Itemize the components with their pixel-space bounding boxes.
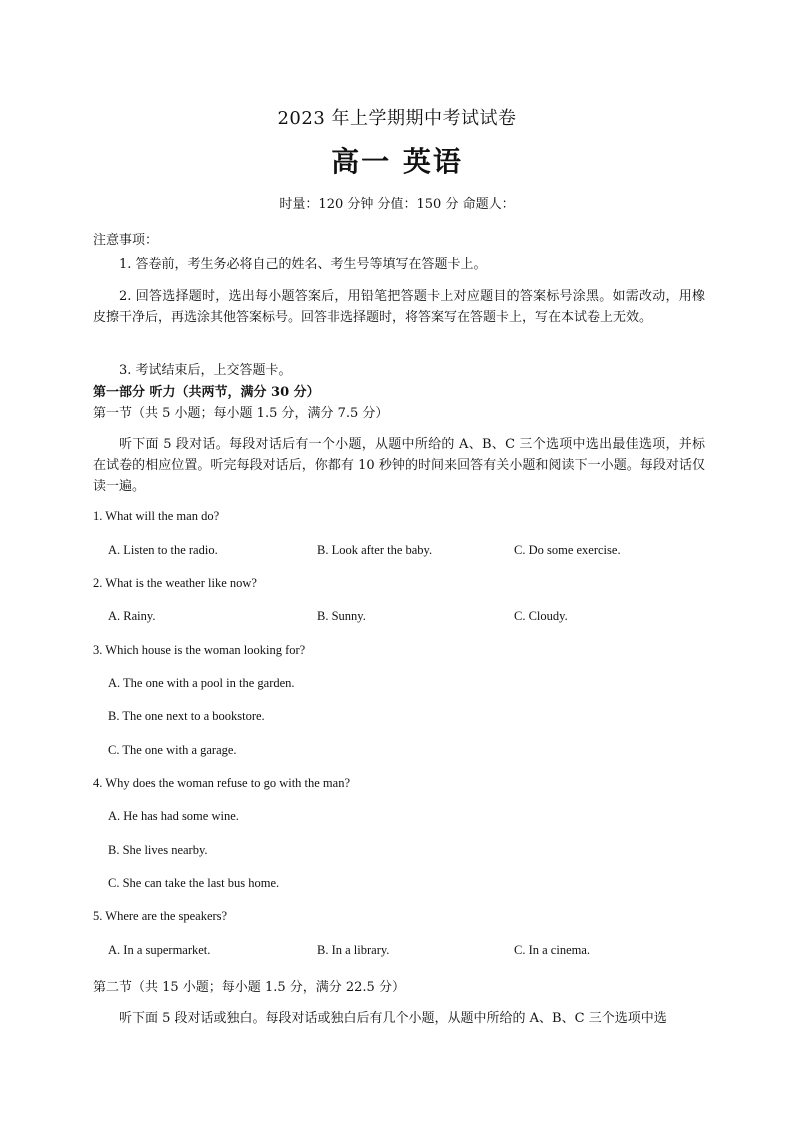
question-5-option-b: B. In a library.: [317, 943, 390, 957]
question-4-text: 4. Why does the woman refuse to go with the man?: [93, 776, 351, 790]
part1-heading: 第一部分 听力（共两节，满分 30 分）: [93, 385, 320, 400]
exam-title: 2023 年上学期期中考试试卷: [277, 108, 517, 129]
question-3-option-c: C. The one with a garage.: [108, 743, 237, 757]
question-2-option-b: B. Sunny.: [317, 609, 366, 623]
note-item-2: 2. 回答选择题时，选出每小题答案后，用铅笔把答题卡上对应题目的答案标号涂黑。如需改动，用橡皮擦干净后，再选涂其他答案标号。回答非选择题时，将答案写在答题卡上，写在本试卷上无效。: [93, 289, 705, 325]
exam-subject: 高一 英语: [331, 145, 463, 178]
question-2-option-c: C. Cloudy.: [514, 609, 568, 623]
question-1-option-a: A. Listen to the radio.: [108, 543, 218, 557]
question-3-text: 3. Which house is the woman looking for?: [93, 643, 306, 657]
notes-heading: 注意事项：: [93, 233, 159, 248]
question-3-option-a: A. The one with a pool in the garden.: [108, 676, 295, 690]
question-3-option-b: B. The one next to a bookstore.: [108, 709, 265, 723]
question-5-option-c: C. In a cinema.: [514, 943, 591, 957]
exam-meta: 时量：120 分钟 分值：150 分 命题人：: [279, 197, 515, 212]
note-item-3: 3. 考试结束后，上交答题卡。: [119, 363, 292, 378]
question-1-text: 1. What will the man do?: [93, 509, 220, 523]
question-4-option-b: B. She lives nearby.: [108, 843, 208, 857]
section2-heading: 第二节（共 15 小题；每小题 1.5 分，满分 22.5 分）: [93, 980, 405, 995]
question-1-option-c: C. Do some exercise.: [514, 543, 621, 557]
section2-instruction: 听下面 5 段对话或独白。每段对话或独白后有几个小题，从题中所给的 A、B、C 三个选项中选: [119, 1011, 667, 1026]
question-4-option-c: C. She can take the last bus home.: [108, 876, 280, 890]
question-1-option-b: B. Look after the baby.: [317, 543, 433, 557]
note-item-1: 1. 答卷前，考生务必将自己的姓名、考生号等填写在答题卡上。: [119, 257, 487, 272]
question-5-text: 5. Where are the speakers?: [93, 909, 228, 923]
question-4-option-a: A. He has had some wine.: [108, 809, 239, 823]
question-2-option-a: A. Rainy.: [108, 609, 156, 623]
section1-instruction: 听下面 5 段对话。每段对话后有一个小题，从题中所给的 A、B、C 三个选项中选出最佳选项，并标在试卷的相应位置。听完每段对话后，你都有 10 秒钟的时间来回答有关小题和阅读下一小题。每段对话仅读一遍。: [93, 437, 705, 494]
question-5-option-a: A. In a supermarket.: [108, 943, 211, 957]
question-2-text: 2. What is the weather like now?: [93, 576, 257, 590]
section1-heading: 第一节（共 5 小题；每小题 1.5 分，满分 7.5 分）: [93, 406, 389, 421]
